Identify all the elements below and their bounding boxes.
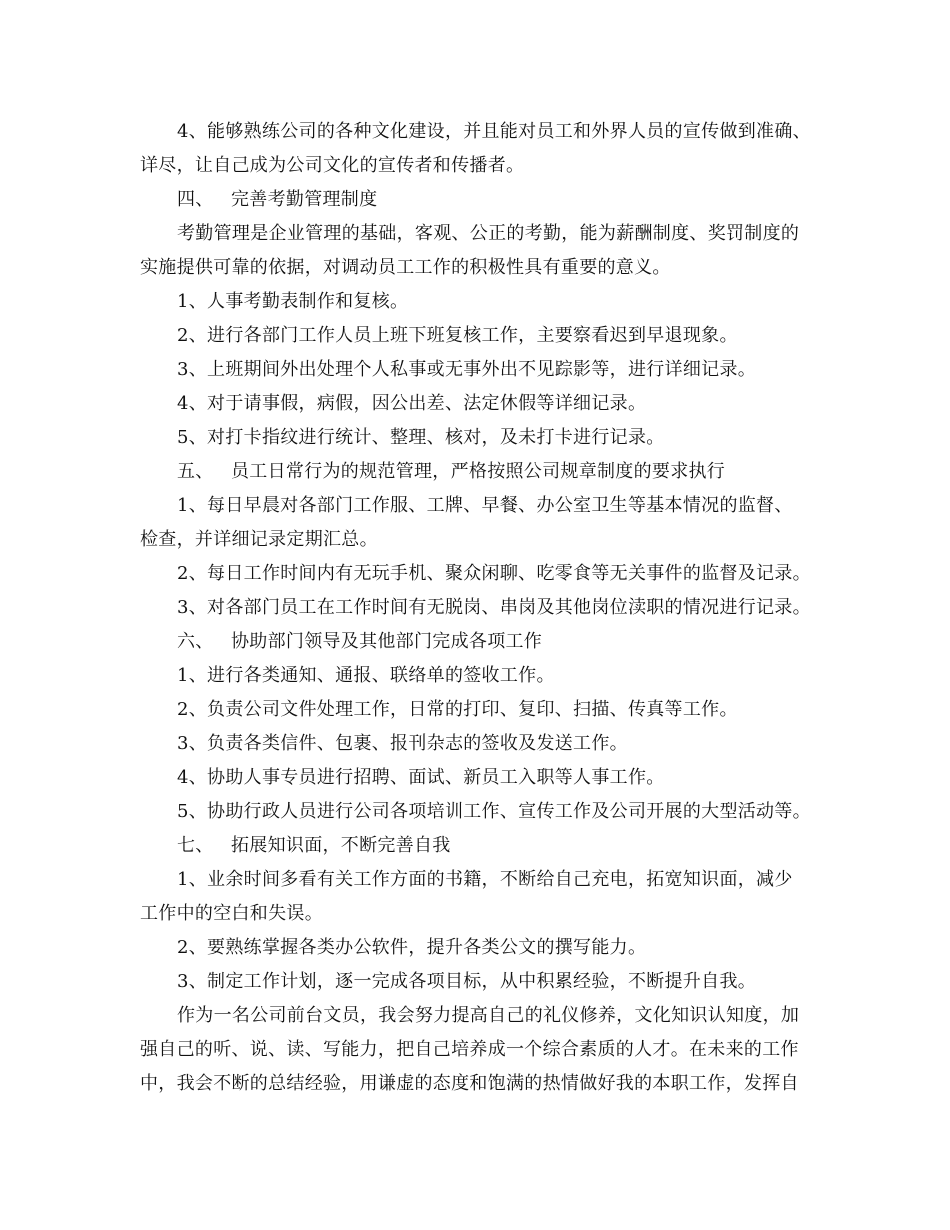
section-heading [140, 183, 820, 217]
paragraph-line: 3、负责各类信件、包裹、报刊杂志的签收及发送工作。 [177, 733, 628, 754]
paragraph-line: 3、上班期间外出处理个人私事或无事外出不见踪影等，进行详细记录。 [177, 359, 757, 380]
paragraph-line: 检查，并详细记录定期汇总。 [140, 529, 378, 550]
section-title: 拓展知识面，不断完善自我 [231, 835, 451, 856]
section-heading [140, 829, 820, 863]
section-number: 七、 [177, 835, 214, 856]
paragraph-line: 详尽，让自己成为公司文化的宣传者和传播者。 [140, 155, 525, 176]
paragraph-line: 1、进行各类通知、通报、联络单的签收工作。 [177, 665, 555, 686]
paragraph-line: 工作中的空白和失误。 [140, 903, 323, 924]
paragraph-line: 5、对打卡指纹进行统计、整理、核对，及未打卡进行记录。 [177, 427, 665, 448]
paragraph-line: 1、人事考勤表制作和复核。 [177, 291, 409, 312]
paragraph-line: 作为一名公司前台文员，我会努力提高自己的礼仪修养，文化知识认知度，加 [177, 1005, 800, 1026]
section-title: 员工日常行为的规范管理，严格按照公司规章制度的要求执行 [231, 461, 726, 482]
paragraph-line: 2、要熟练掌握各类办公软件，提升各类公文的撰写能力。 [177, 937, 647, 958]
section-title: 完善考勤管理制度 [231, 189, 378, 210]
paragraph-line: 4、能够熟练公司的各种文化建设，并且能对员工和外界人员的宣传做到准确、 [177, 121, 811, 142]
paragraph-line: 1、业余时间多看有关工作方面的书籍，不断给自己充电，拓宽知识面，减少 [177, 869, 793, 890]
paragraph-line: 中，我会不断的总结经验，用谦虚的态度和饱满的热情做好我的本职工作，发挥自 [140, 1073, 799, 1094]
section-heading [140, 455, 820, 489]
paragraph-line: 1、每日早晨对各部门工作服、工牌、早餐、办公室卫生等基本情况的监督、 [177, 495, 793, 516]
document-body [140, 115, 820, 1101]
paragraph-line: 3、对各部门员工在工作时间有无脱岗、串岗及其他岗位渎职的情况进行记录。 [177, 597, 811, 618]
paragraph-line: 实施提供可靠的依据，对调动员工工作的积极性具有重要的意义。 [140, 257, 671, 278]
paragraph-line: 强自己的听、说、读、写能力，把自己培养成一个综合素质的人才。在未来的工作 [140, 1039, 799, 1060]
paragraph-line: 4、协助人事专员进行招聘、面试、新员工入职等人事工作。 [177, 767, 665, 788]
paragraph-line: 2、进行各部门工作人员上班下班复核工作，主要察看迟到早退现象。 [177, 325, 738, 346]
paragraph-line: 4、对于请事假，病假，因公出差、法定休假等详细记录。 [177, 393, 647, 414]
section-number: 四、 [177, 189, 214, 210]
paragraph-line: 2、负责公司文件处理工作，日常的打印、复印、扫描、传真等工作。 [177, 699, 738, 720]
paragraph-line: 3、制定工作计划，逐一完成各项目标，从中积累经验，不断提升自我。 [177, 971, 757, 992]
paragraph-line: 考勤管理是企业管理的基础，客观、公正的考勤，能为薪酬制度、奖罚制度的 [177, 223, 800, 244]
paragraph-line: 5、协助行政人员进行公司各项培训工作、宣传工作及公司开展的大型活动等。 [177, 801, 811, 822]
section-title: 协助部门领导及其他部门完成各项工作 [231, 631, 543, 652]
section-number: 五、 [177, 461, 214, 482]
section-number: 六、 [177, 631, 214, 652]
paragraph-line: 2、每日工作时间内有无玩手机、聚众闲聊、吃零食等无关事件的监督及记录。 [177, 563, 811, 584]
section-heading [140, 625, 820, 659]
